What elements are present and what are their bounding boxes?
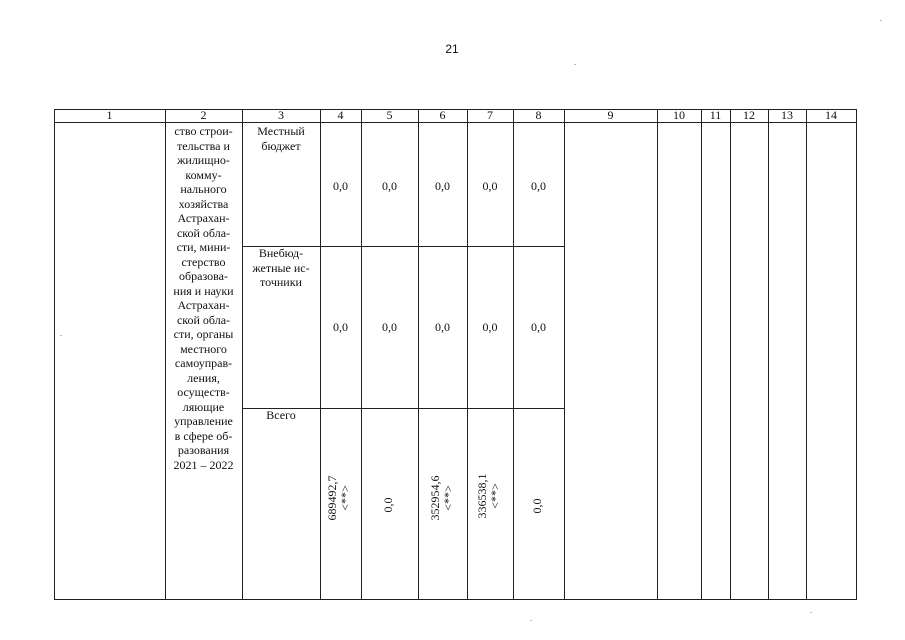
value-r3-c7	[476, 456, 504, 536]
value-r1-c5: 0,0	[382, 179, 397, 193]
value-r1-c7: 0,0	[482, 179, 498, 193]
executor-cell	[165, 124, 242, 472]
executor-line: ляющие	[182, 399, 225, 414]
value-r1-c4: 0,0	[333, 179, 348, 193]
value-footnote: <**>	[338, 485, 352, 511]
value-footnote: <**>	[488, 483, 502, 509]
header-col-4: 4	[337, 108, 344, 122]
value-footnote: <**>	[441, 485, 455, 511]
value-r3-c5	[382, 465, 396, 545]
source-line: точники	[260, 275, 302, 289]
executor-line: сти, мини-	[176, 240, 231, 254]
header-col-8: 8	[535, 108, 542, 122]
header-col-3: 3	[278, 108, 284, 122]
header-col-5: 5	[386, 108, 393, 122]
value-line: 0,0	[530, 498, 544, 514]
value-r3-c8	[531, 466, 545, 546]
executor-line: комму-	[185, 167, 222, 182]
source-line: Местный	[257, 124, 305, 138]
executor-line: жилищно-	[177, 153, 230, 167]
page-number: 21	[445, 42, 459, 56]
header-col-1: 1	[106, 108, 113, 122]
executor-line: образова-	[179, 269, 228, 283]
source-extrabudgetary	[242, 246, 320, 290]
executor-line: местного	[180, 341, 227, 356]
source-line: жетные ис-	[252, 260, 310, 275]
header-col-2: 2	[200, 108, 207, 122]
source-total	[242, 408, 320, 423]
budget-table	[54, 109, 857, 600]
source-line: бюджет	[261, 138, 301, 153]
header-col-14: 14	[825, 108, 837, 122]
value-r2-c8: 0,0	[531, 320, 546, 334]
header-col-9: 9	[607, 108, 614, 122]
value-line: 689492,7	[325, 475, 339, 521]
executor-line: Астрахан-	[177, 211, 230, 225]
scan-speck	[60, 335, 62, 336]
executor-line: в сфере об-	[174, 428, 233, 443]
executor-line: ство строи-	[174, 124, 233, 138]
header-col-6: 6	[439, 108, 446, 122]
header-col-10: 10	[673, 108, 685, 122]
source-line: Всего	[266, 408, 296, 422]
executor-line: Астрахан-	[177, 298, 230, 312]
executor-line: разования	[177, 443, 230, 457]
header-col-11: 11	[709, 108, 722, 122]
header-col-7: 7	[487, 108, 493, 122]
value-line: 0,0	[381, 497, 395, 513]
value-line: 336538,1	[475, 473, 489, 519]
executor-line: нального	[180, 182, 227, 196]
value-r2-c6: 0,0	[435, 320, 450, 334]
executor-line: сти, органы	[173, 327, 234, 341]
scan-speck	[810, 612, 812, 613]
value-r1-c6: 0,0	[435, 179, 450, 193]
source-local-budget	[242, 124, 320, 153]
executor-line: ской обла-	[176, 312, 231, 327]
executor-line: самоуправ-	[174, 356, 233, 370]
value-line: 352954,6	[428, 475, 442, 521]
value-r2-c5: 0,0	[382, 320, 397, 334]
executor-line: тельства и	[177, 138, 230, 153]
scan-speck	[530, 620, 532, 621]
value-r3-c6	[429, 458, 457, 538]
scan-speck	[880, 20, 882, 21]
executor-line: ния и науки	[173, 283, 234, 298]
value-r1-c8: 0,0	[531, 179, 546, 193]
value-r2-c4: 0,0	[333, 320, 348, 334]
scan-speck	[574, 64, 576, 65]
executor-line: хозяйства	[178, 196, 229, 211]
executor-line: ской обла-	[176, 225, 231, 240]
executor-line: осуществ-	[177, 385, 230, 399]
executor-line: управление	[174, 414, 233, 428]
source-line: Внебюд-	[258, 246, 304, 260]
value-r3-c4	[326, 458, 354, 538]
executor-line: 2021 – 2022	[173, 457, 234, 472]
executor-line: ления,	[187, 370, 220, 385]
header-col-12: 12	[743, 108, 755, 122]
header-col-13: 13	[781, 108, 793, 122]
executor-line: стерство	[181, 254, 226, 269]
value-r2-c7: 0,0	[482, 320, 498, 334]
